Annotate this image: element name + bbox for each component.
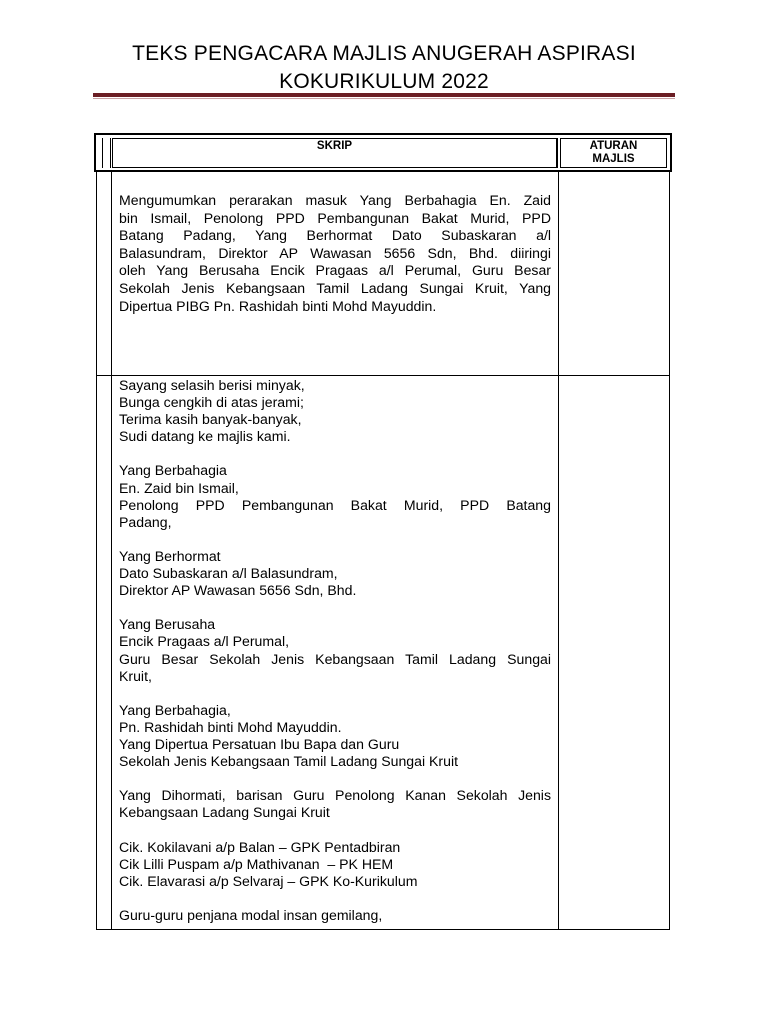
header-inner-left-line-2 [110, 138, 111, 168]
table-bottom-border [96, 929, 670, 930]
greeting-pibg [119, 702, 551, 770]
row1-line: Mengumumkan perarakan masuk Yang Berbahagia En. Zaid [119, 192, 551, 208]
table-top-border [94, 133, 672, 135]
header-left-border [94, 133, 96, 172]
header-skrip-top [112, 138, 557, 139]
greeting-line: Padang, [119, 513, 172, 530]
greeting-line: Pn. Rashidah binti Mohd Mayuddin. [119, 718, 342, 735]
pantun [119, 377, 551, 445]
body-column-divider [558, 172, 559, 930]
header-inner-left-line [102, 138, 103, 168]
greeting-gpk [119, 787, 551, 821]
greeting-line: Yang Berbahagia [119, 462, 227, 479]
row1-line: oleh Yang Berusaha Encik Pragaas a/l Perumal, Guru Besar [119, 262, 551, 279]
greeting-line: Yang Dipertua Persatuan Ibu Bapa dan Guru [119, 735, 400, 752]
greeting-line: Encik Pragaas a/l Perumal, [119, 633, 289, 650]
row1-line: Batang Padang, Yang Berhormat Dato Subaskaran a/l [119, 227, 551, 244]
header-aturan-right [666, 138, 667, 168]
greeting-line: Kebangsaan Ladang Sungai Kruit [119, 804, 330, 821]
pantun-line: Bunga cengkih di atas jerami; [119, 394, 304, 411]
row1-line: bin Ismail, Penolong PPD Pembangunan Bakat Murid, PPD [119, 209, 551, 226]
header-aturan-top [560, 138, 667, 139]
greeting-line: Direktor AP Wawasan 5656 Sdn, Bhd. [119, 582, 357, 599]
header-right-border [670, 133, 672, 172]
row1-line: Balasundram, Direktor AP Wawasan 5656 Sdn, Bhd. diiringi [119, 244, 551, 261]
row2-welcome-script [119, 377, 551, 924]
greeting-line: Guru Besar Sekolah Jenis Kebangsaan Tamil Ladang Sungai [119, 650, 551, 667]
body-left-border [96, 172, 97, 930]
header-aturan-majlis [561, 140, 666, 166]
header-skrip-bottom [112, 167, 557, 168]
greeting-line: Sekolah Jenis Kebangsaan Tamil Ladang Sungai Kruit [119, 753, 459, 770]
greeting-line: Yang Berusaha [119, 616, 216, 633]
header-divider [556, 138, 558, 168]
body-right-border [669, 172, 670, 930]
greeting-line: Dato Subaskaran a/l Balasundram, [119, 565, 338, 582]
greeting-line: En. Zaid bin Ismail, [119, 479, 239, 496]
body-left-gutter-line [111, 172, 112, 930]
header-bottom-border [94, 170, 672, 172]
greeting-guru-besar [119, 616, 551, 684]
gpk-name-line: Cik. Kokilavani a/p Balan – GPK Pentadbiran [119, 838, 401, 855]
greeting-dato [119, 548, 551, 599]
row1-line: Sekolah Jenis Kebangsaan Tamil Ladang Sungai Kruit, Yang [119, 279, 551, 296]
greeting-ppd [119, 462, 551, 530]
title-line-2: KOKURIKULUM 2022 [279, 70, 489, 93]
header-aturan-line-1: ATURAN [589, 140, 638, 152]
gpk-name-line: Cik. Elavarasi a/p Selvaraj – GPK Ko-Kurikulum [119, 872, 418, 889]
title-underline-shadow [93, 98, 675, 99]
greeting-line: Yang Berbahagia, [119, 701, 231, 718]
row-divider [96, 375, 670, 376]
pantun-line: Sayang selasih berisi minyak, [119, 377, 305, 393]
row1-announcement [119, 192, 551, 315]
title-underline [93, 93, 675, 97]
header-skrip: SKRIP [316, 140, 353, 152]
greeting-teachers [119, 907, 551, 924]
pantun-line: Sudi datang ke majlis kami. [119, 428, 291, 445]
greeting-line: Guru-guru penjana modal insan gemilang, [119, 906, 383, 923]
header-aturan-line-2: MAJLIS [592, 153, 635, 165]
greeting-line: Penolong PPD Pembangunan Bakat Murid, PPD Batang [119, 496, 551, 513]
header-aturan-bottom [560, 167, 667, 168]
row1-line: Dipertua PIBG Pn. Rashidah binti Mohd Mayuddin. [119, 297, 437, 314]
gpk-name-line: Cik Lilli Puspam a/p Mathivanan – PK HEM [119, 855, 394, 872]
greeting-line: Yang Dihormati, barisan Guru Penolong Kanan Sekolah Jenis [119, 787, 551, 804]
greeting-line: Kruit, [119, 667, 152, 684]
pantun-line: Terima kasih banyak-banyak, [119, 411, 302, 428]
gpk-names [119, 839, 551, 890]
document-title [60, 40, 708, 96]
greeting-line: Yang Berhormat [119, 547, 221, 564]
title-line-1: TEKS PENGACARA MAJLIS ANUGERAH ASPIRASI [132, 42, 636, 65]
